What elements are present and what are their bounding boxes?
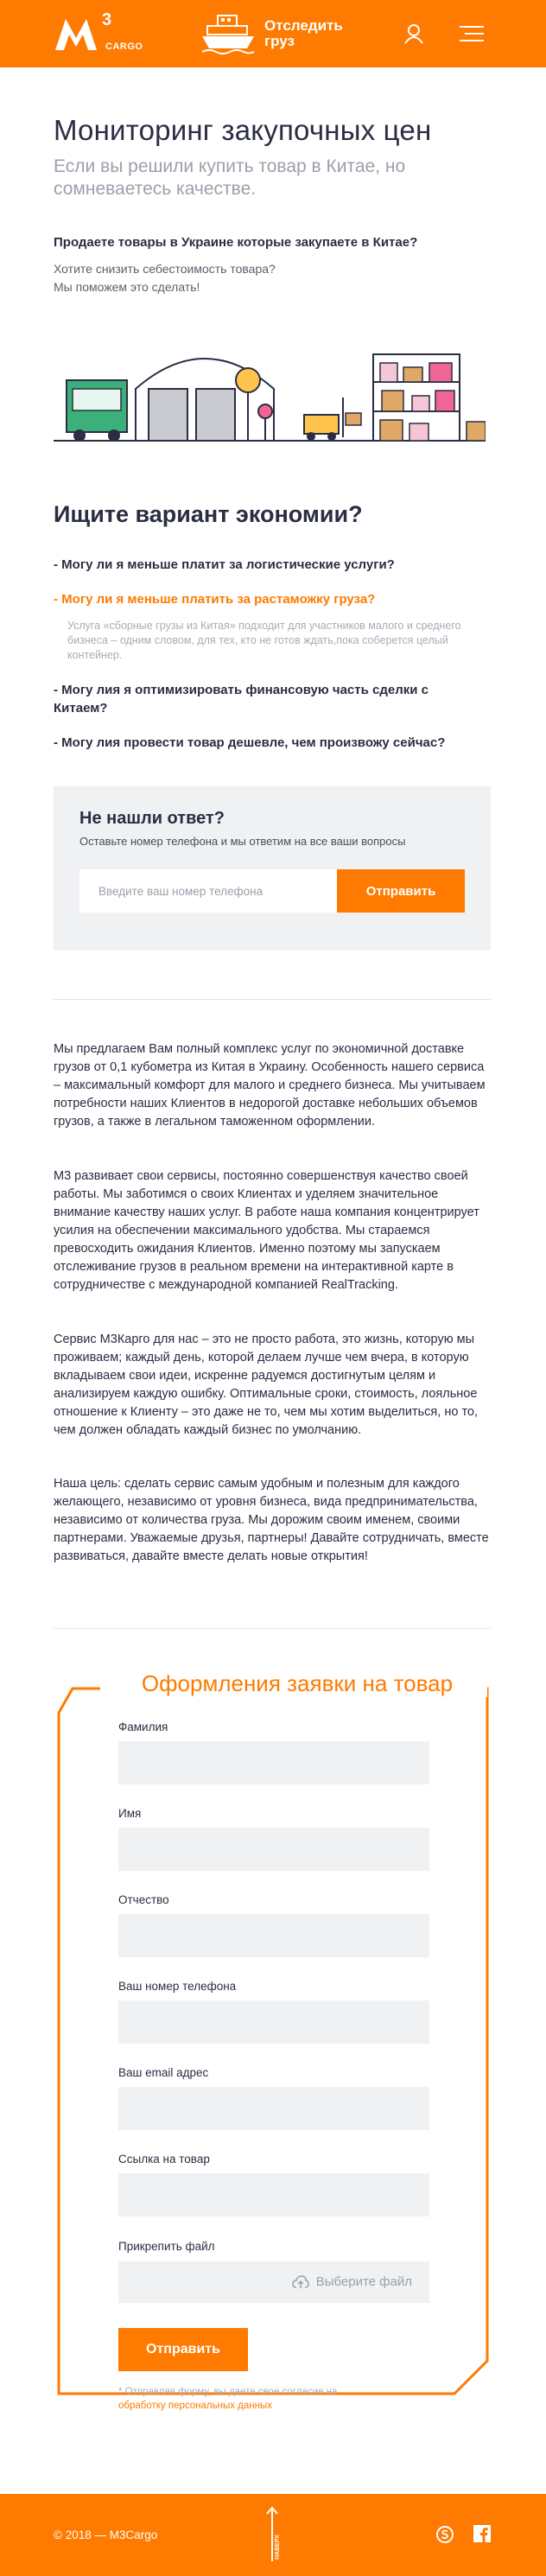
choose-file-label: Выберите файл: [315, 2274, 412, 2289]
divider: [54, 999, 491, 1000]
callback-title: Не нашли ответ?: [79, 809, 225, 828]
callback-box: [54, 786, 491, 951]
product-link-label: Ссылка на товар: [118, 2153, 210, 2166]
order-submit-button[interactable]: Отправить: [118, 2328, 248, 2371]
page-subtitle: Если вы решили купить товар в Китае, но сомневаетесь качестве.: [54, 156, 406, 199]
about-paragraph-2: М3 развивает свои сервисы, постоянно совершенствуя качество своей работы. Мы заботимся о своих Клиентах и уделяем значительное внимание качеству наших услуг. В работе наша компания концентрирует усилия на обеспечении максимального удобства. Мы стараемся превосходить ожидания Клиентов. Именно поэтому мы запускаем отслеживание грузов в реальном времени на интерактивной карте в сотрудничестве с международной компанией RealTracking.: [54, 1169, 479, 1292]
order-form-title: Оформления заявки на товар: [107, 1670, 487, 1697]
faq-question-4[interactable]: - Могу лия провести товар дешевле, чем произвожу сейчас?: [54, 735, 446, 750]
faq-question-1[interactable]: - Могу ли я меньше платит за логистические услуги?: [54, 557, 395, 572]
copyright: © 2018 — M3Cargo: [54, 2528, 158, 2541]
sell-question: Продаете товары в Украине которые закупаете в Китае?: [54, 235, 418, 250]
file-upload-box[interactable]: [118, 2261, 429, 2303]
consent-text: * Отправляя форму, вы даете свое согласие на: [118, 2387, 338, 2397]
site-header: [0, 0, 546, 67]
consent-note: [118, 2385, 403, 2413]
track-cargo-button[interactable]: [200, 12, 359, 55]
about-paragraph-3: Сервис М3Карго для нас – это не просто работа, это жизнь, которую мы проживаем; каждый день, которой делаем лучше чем вчера, в которую вкладываем свои идеи, искренне радуемся достигнутым целям и анализируем каждую ошибку. Оптимальные сроки, стоимость, лояльное отношение к Клиенту – это даже не то, чем мы хотим выделиться, но то, чем должен обладать каждый бизнес по умолчанию.: [54, 1333, 479, 1437]
phone-number-input[interactable]: [118, 2000, 429, 2044]
cargo-ship-icon: [200, 12, 256, 55]
patronymic-input[interactable]: [118, 1914, 429, 1957]
phone-input[interactable]: [79, 869, 337, 913]
facebook-icon[interactable]: [473, 2525, 491, 2542]
patronymic-label: Отчество: [118, 1893, 169, 1906]
page-title: Мониторинг закупочных цен: [54, 114, 432, 146]
warehouse-illustration: [54, 328, 486, 449]
logo-superscript: 3: [102, 10, 112, 29]
callback-subtitle: Оставьте номер телефона и мы ответим на все ваши вопросы: [79, 835, 406, 848]
scroll-to-top-label: НАВЕРХ: [275, 2535, 281, 2560]
faq-answer-2: Услуга «сборные грузы из Китая» подходит для участников малого и среднего бизнеса – одним словом, для тех, кто не готов ждать,пока соберется целый контейнер.: [67, 620, 461, 661]
site-footer: [0, 2494, 546, 2576]
track-cargo-label: Отследить груз: [264, 17, 343, 49]
product-link-input[interactable]: [118, 2173, 429, 2217]
cloud-upload-icon: [292, 2275, 309, 2289]
callback-submit-button[interactable]: Отправить: [337, 869, 465, 913]
faq-title: Ищите вариант экономии?: [54, 501, 363, 527]
email-label: Ваш email адрес: [118, 2066, 209, 2079]
lastname-input[interactable]: [118, 1741, 429, 1784]
hamburger-menu-icon[interactable]: [460, 24, 484, 43]
divider: [54, 1628, 491, 1629]
faq-question-3[interactable]: - Могу лия я оптимизировать финансовую часть сделки с Китаем?: [54, 683, 429, 716]
scroll-to-top-button[interactable]: [263, 2506, 282, 2563]
lastname-label: Фамилия: [118, 1721, 168, 1733]
firstname-label: Имя: [118, 1807, 142, 1820]
skype-icon[interactable]: [435, 2525, 454, 2544]
about-paragraph-4: Наша цель: сделать сервис самым удобным и полезным для каждого желающего, независимо от уровня бизнеса, вида предпринимательства, независимо от количества груза. Мы дорожим своим именем, своими партнерами. Уважаемые друзья, партнеры! Давайте сотрудничать, вместе развиваться, давайте вместе делать новые открытия!: [54, 1477, 489, 1563]
faq-question-2[interactable]: - Могу ли я меньше платить за растаможку груза?: [54, 592, 376, 607]
about-paragraph-1: Мы предлагаем Вам полный комплекс услуг по экономичной доставке грузов от 0,1 кубометра из Китая в Украину. Особенность нашего сервиса – максимальный комфорт для малого и среднего бизнеса. Мы учитываем потребности наших Клиентов в недорогой доставке небольших объемов грузов, а также в легальном таможенном оформлении.: [54, 1042, 486, 1129]
sell-text-2: Мы поможем это сделать!: [54, 280, 200, 294]
logo-text: CARGO: [105, 41, 143, 52]
user-account-icon[interactable]: [403, 22, 425, 45]
email-input[interactable]: [118, 2087, 429, 2130]
choose-file-button[interactable]: [292, 2274, 412, 2289]
phone-label: Ваш номер телефона: [118, 1980, 237, 1993]
attach-file-label: Прикрепить файл: [118, 2240, 215, 2253]
firstname-input[interactable]: [118, 1828, 429, 1871]
privacy-policy-link[interactable]: обработку персональных данных: [118, 2401, 273, 2411]
sell-text-1: Хотите снизить себестоимость товара?: [54, 262, 276, 276]
